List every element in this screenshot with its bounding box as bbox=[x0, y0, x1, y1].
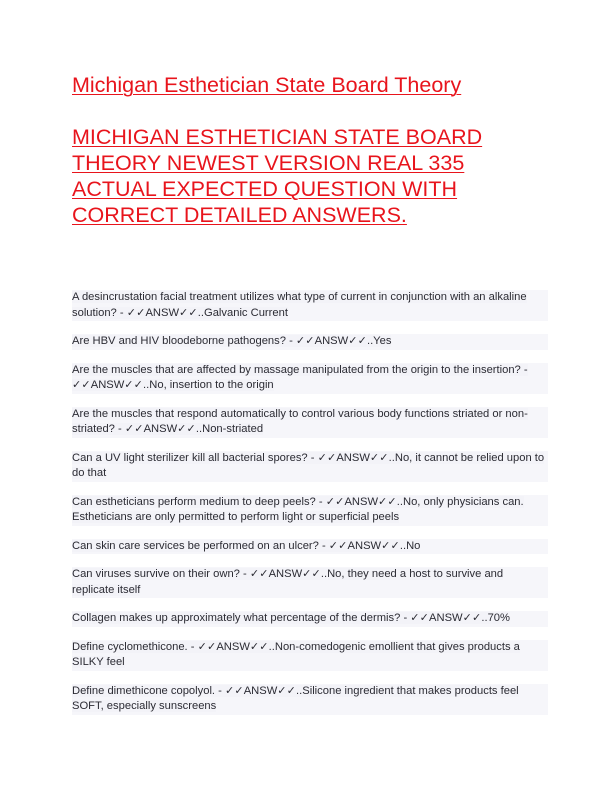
qa-item bbox=[72, 334, 548, 350]
qa-text: A desincrustation facial treatment utilizes what type of current in conjunction with an alkaline solution? - ✓✓ANSW✓✓..Galvanic Current bbox=[72, 291, 527, 319]
qa-item bbox=[72, 495, 548, 526]
qa-item bbox=[72, 451, 548, 482]
qa-item bbox=[72, 684, 548, 715]
qa-text: Collagen makes up approximately what percentage of the dermis? - ✓✓ANSW✓✓..70% bbox=[72, 612, 510, 624]
qa-text: Can estheticians perform medium to deep peels? - ✓✓ANSW✓✓..No, only physicians can. Estheticians are only permitted to perform light or superficial peels bbox=[72, 495, 524, 523]
qa-item bbox=[72, 611, 548, 627]
qa-text: Define cyclomethicone. - ✓✓ANSW✓✓..Non-comedogenic emollient that gives products a SILKY feel bbox=[72, 640, 520, 668]
qa-text: Can viruses survive on their own? - ✓✓ANSW✓✓..No, they need a host to survive and replicate itself bbox=[72, 568, 504, 596]
document-title: Michigan Esthetician State Board Theory bbox=[72, 73, 462, 97]
qa-item bbox=[72, 363, 548, 394]
qa-text: Are the muscles that respond automatically to control various body functions striated or non-striated? - ✓✓ANSW✓✓..Non-striated bbox=[72, 407, 528, 435]
qa-item bbox=[72, 407, 548, 438]
qa-item bbox=[72, 290, 548, 321]
qa-item bbox=[72, 640, 548, 671]
qa-text: Are HBV and HIV bloodeborne pathogens? - ✓✓ANSW✓✓..Yes bbox=[72, 335, 392, 347]
question-answer-list bbox=[72, 290, 548, 728]
qa-text: Define dimethicone copolyol. - ✓✓ANSW✓✓..Silicone ingredient that makes products feel SOFT, especially sunscreens bbox=[72, 684, 519, 712]
qa-text: Can skin care services be performed on an ulcer? - ✓✓ANSW✓✓..No bbox=[72, 539, 421, 552]
qa-text: Are the muscles that are affected by massage manipulated from the origin to the insertion? - ✓✓ANSW✓✓..No, insertion to the origin bbox=[72, 363, 528, 391]
qa-item bbox=[72, 567, 548, 598]
document-headline: MICHIGAN ESTHETICIAN STATE BOARD THEORY NEWEST VERSION REAL 335 ACTUAL EXPECTED QUESTION WITH CORRECT DETAILED ANSWERS. bbox=[72, 125, 483, 227]
qa-item bbox=[72, 539, 548, 555]
qa-text: Can a UV light sterilizer kill all bacterial spores? - ✓✓ANSW✓✓..No, it cannot be relied upon to do that bbox=[72, 451, 545, 479]
